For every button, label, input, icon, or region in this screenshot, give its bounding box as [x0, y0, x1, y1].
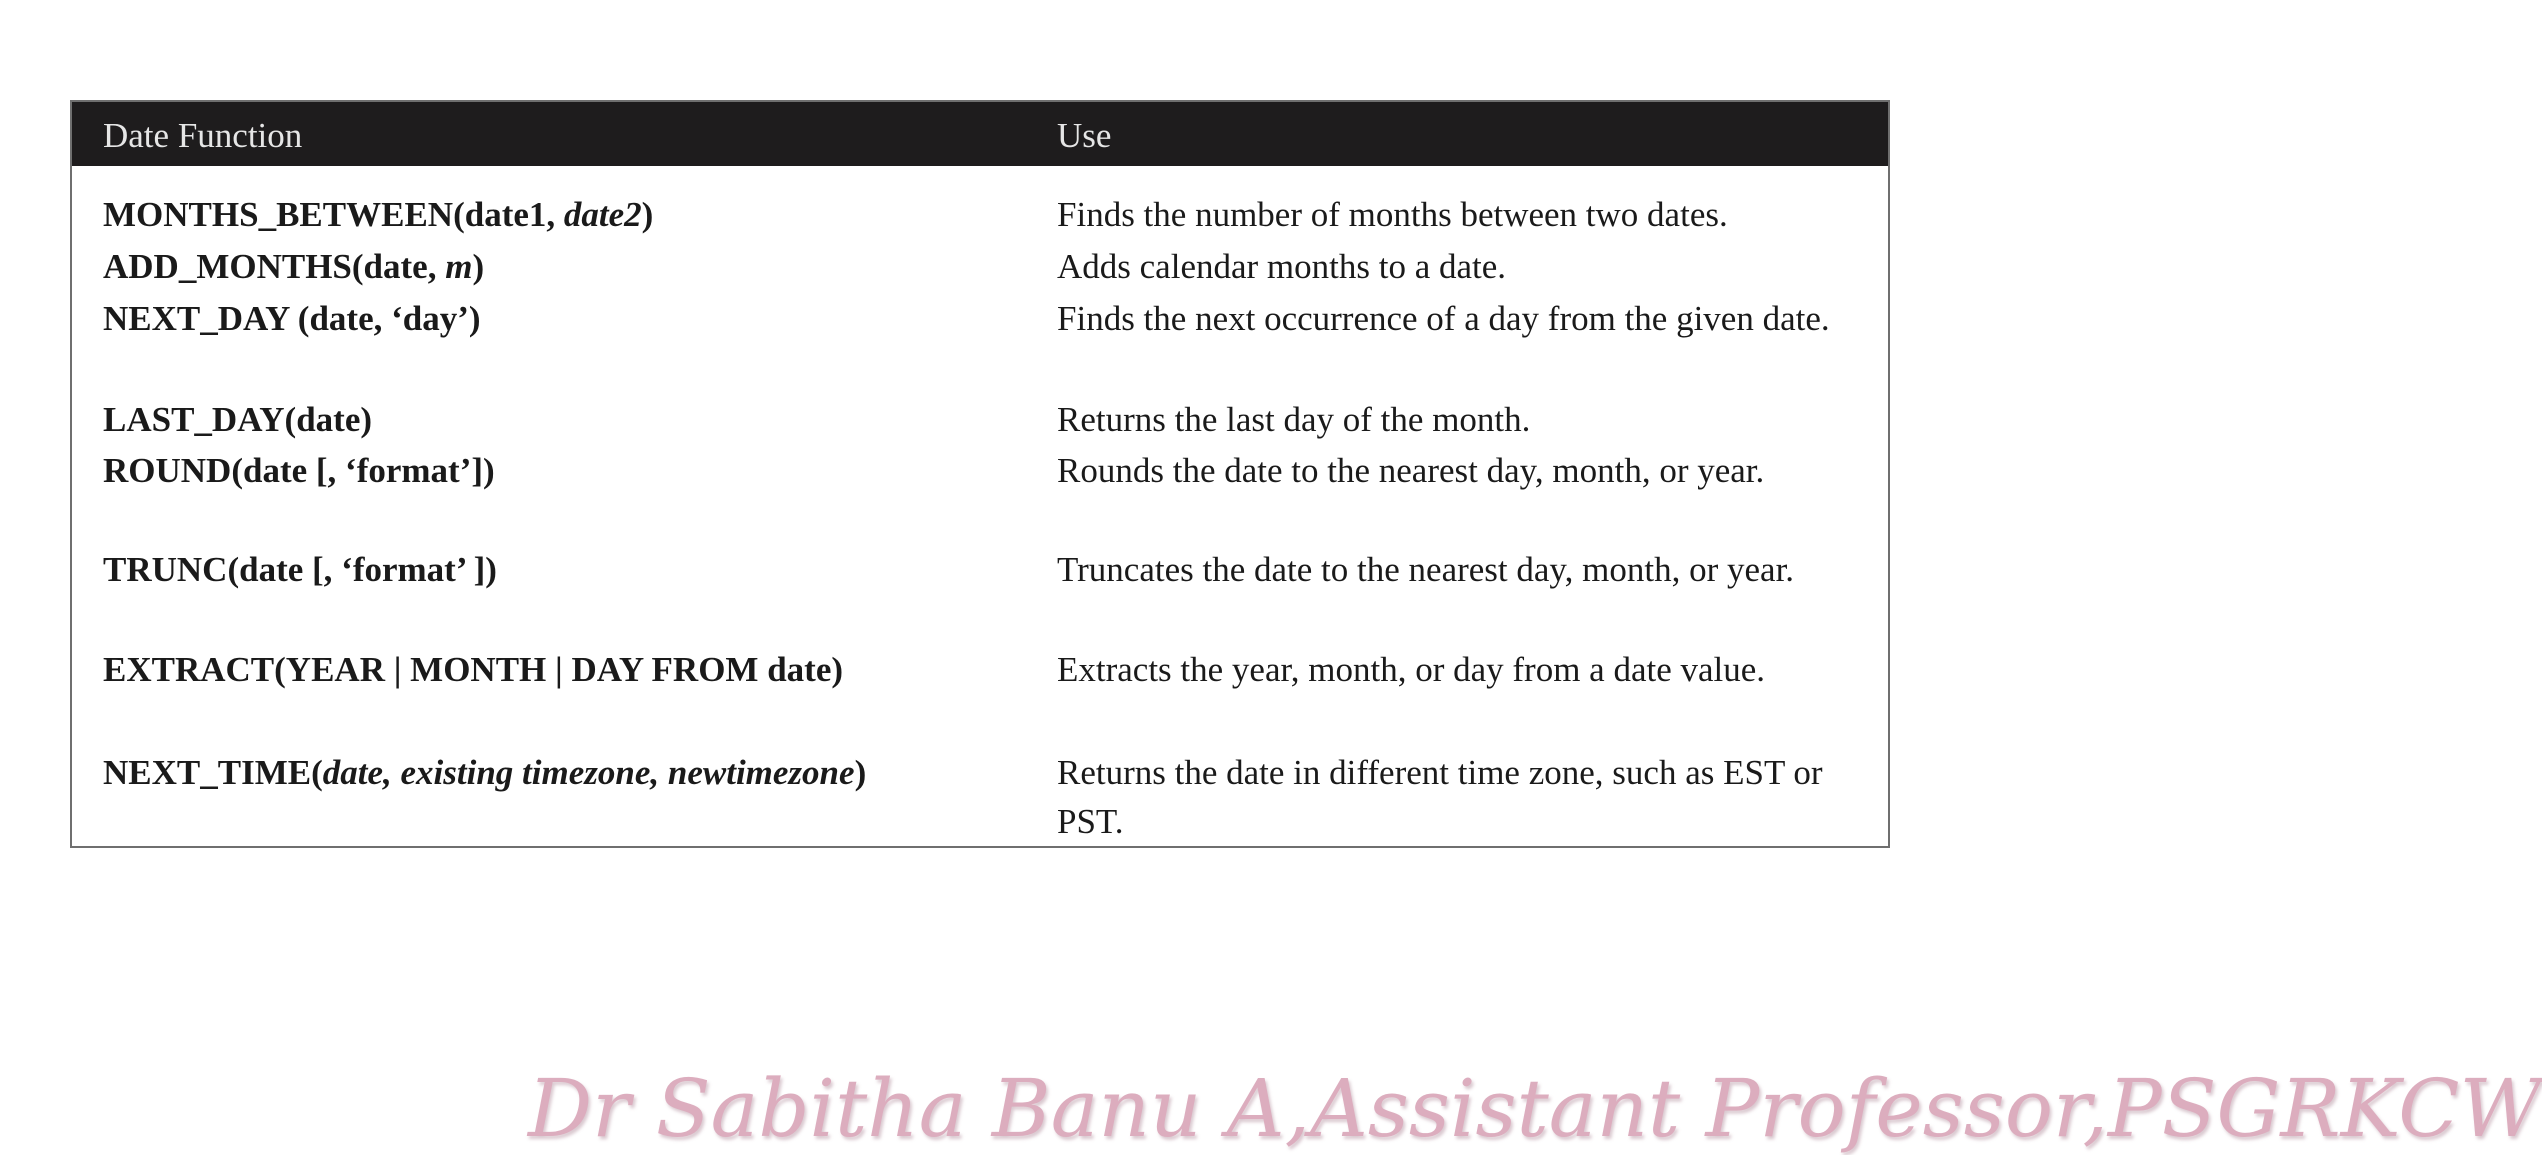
function-cell: EXTRACT(YEAR | MONTH | DAY FROM date): [103, 650, 844, 689]
header-date-function: Date Function: [103, 116, 303, 155]
use-cell: Finds the next occurrence of a day from the given date.: [1057, 299, 1830, 338]
table-row: [72, 645, 1888, 689]
table-row: [72, 242, 1888, 286]
function-cell: NEXT_TIME(date, existing timezone, newtimezone): [103, 753, 867, 792]
table-row: [72, 395, 1888, 439]
function-cell: MONTHS_BETWEEN(date1, date2): [103, 195, 654, 234]
function-cell: TRUNC(date [, ‘format’ ]): [103, 550, 497, 589]
table-row: [72, 190, 1888, 234]
header-use: Use: [1057, 116, 1112, 155]
use-cell: Finds the number of months between two dates.: [1057, 195, 1728, 234]
use-cell: Adds calendar months to a date.: [1057, 247, 1507, 286]
use-cell: Extracts the year, month, or day from a date value.: [1057, 650, 1766, 689]
use-cell: Truncates the date to the nearest day, month, or year.: [1057, 550, 1795, 589]
table-header: [72, 102, 1888, 166]
table-row: [72, 545, 1888, 589]
author-signature: Dr Sabitha Banu A,Assistant Professor,PSGRKCW: [528, 1062, 2542, 1155]
date-functions-table: [70, 100, 1890, 848]
table-row: [72, 748, 1888, 841]
table-row: [72, 446, 1888, 490]
function-cell: LAST_DAY(date): [103, 400, 373, 439]
use-cell: Returns the last day of the month.: [1057, 400, 1531, 439]
function-cell: ROUND(date [, ‘format’]): [103, 451, 495, 490]
function-cell: ADD_MONTHS(date, m): [103, 247, 485, 286]
use-cell: Returns the date in different time zone, such as EST or PST.: [1057, 753, 1823, 841]
use-cell: Rounds the date to the nearest day, month, or year.: [1057, 451, 1765, 490]
table-row: [72, 294, 1888, 338]
function-cell: NEXT_DAY (date, ‘day’): [103, 299, 481, 338]
